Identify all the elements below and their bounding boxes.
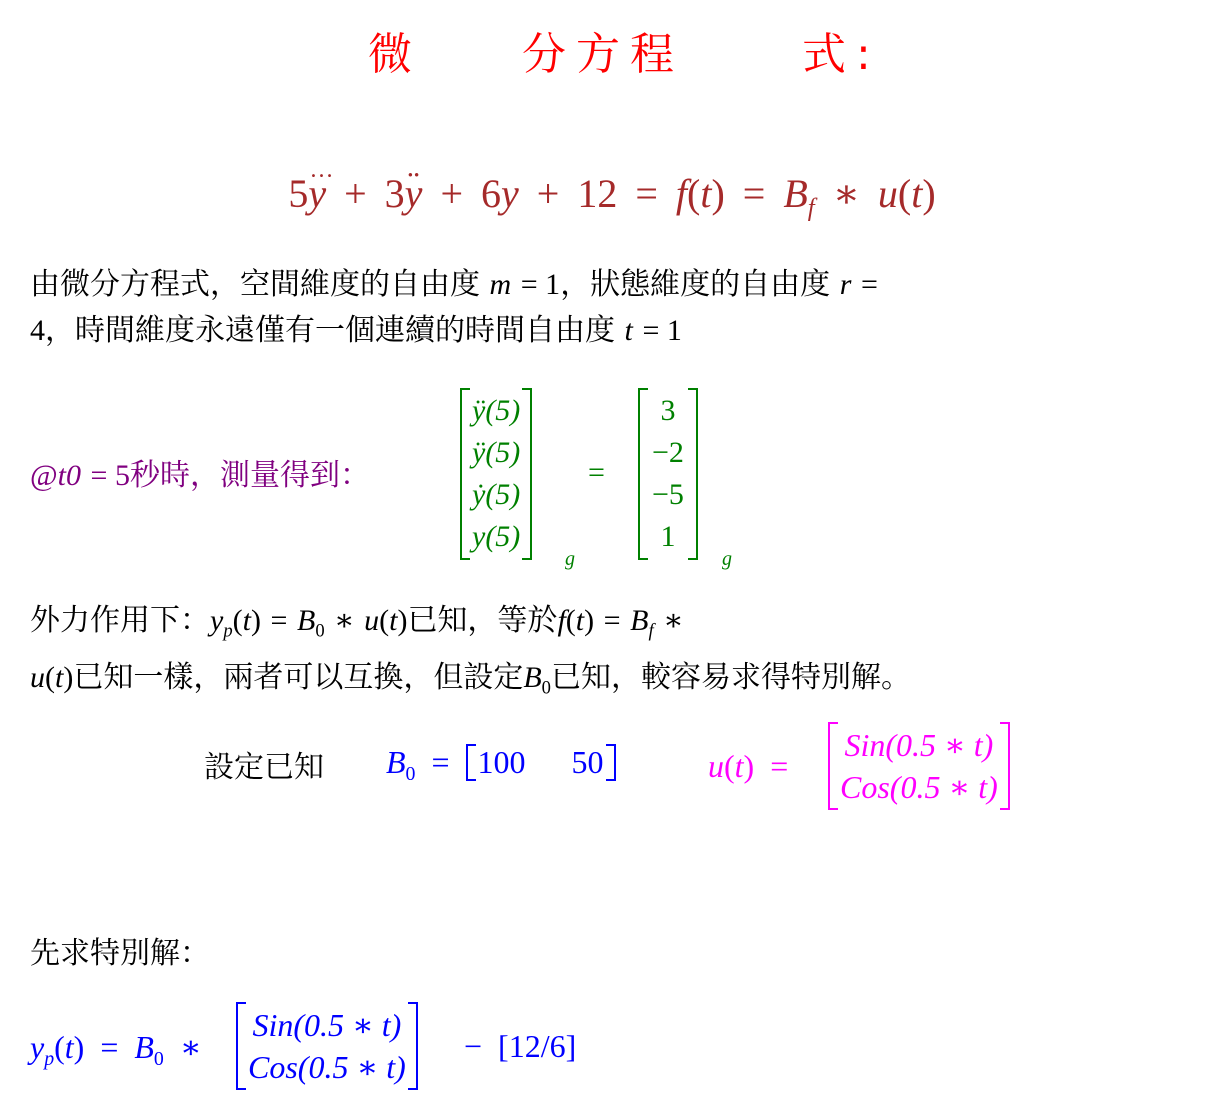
paragraph-line-2: 4，時間維度永遠僅有一個連續的時間自由度 t = 1 <box>30 313 682 348</box>
third-derivative-y: … y <box>308 170 326 217</box>
rhs-vector <box>638 388 698 560</box>
title-part-2: 分方程 <box>522 29 684 80</box>
setting-label: 設定已知 <box>204 750 324 785</box>
measurement-equals: = <box>588 456 605 489</box>
paragraph-line-1: 外力作用下：$y_p(t) = B_0$ ∗ u(t)已知，等於$f(t) = B_f$ ∗ <box>30 603 684 642</box>
degrees-of-freedom-paragraph <box>30 262 878 354</box>
lhs-cell: ẏ(5) <box>472 478 521 511</box>
paragraph-line-2: u(t)已知一樣，兩者可以互換，但設定$B_0$已知，較容易求得特別解。 <box>30 659 911 698</box>
rhs-cell: 1 <box>660 520 676 553</box>
paragraph-line-1: 由微分方程式，空間維度的自由度 m = 1，狀態維度的自由度 r = <box>30 267 878 302</box>
title-part-3: 式: <box>802 29 881 80</box>
B0-row-vector <box>466 744 616 781</box>
vector-cell: Sin(0.5 ∗ t) <box>252 1007 402 1043</box>
u-cell: Cos(0.5 ∗ t) <box>840 769 998 805</box>
particular-solution-label: 先求特別解： <box>30 936 210 971</box>
rhs-cell: −5 <box>652 478 684 511</box>
B0-cell: 100 <box>477 744 526 780</box>
particular-solution-vector <box>236 1002 418 1090</box>
rhs-cell: −2 <box>652 436 684 469</box>
particular-solution-lhs: $y_p(t) = B_0$ ∗ <box>30 1029 202 1070</box>
second-derivative-y: ¨ y <box>405 170 423 217</box>
title-part-1: 微 <box>368 29 422 80</box>
rhs-subscript: g <box>722 548 732 570</box>
B0-cell: 50 <box>571 744 604 780</box>
B0-definition: $B_0 = 100$ 50 <box>386 744 616 786</box>
measured-values-vector <box>638 388 698 560</box>
lhs-cell: ÿ(5) <box>472 394 521 427</box>
lhs-cell: ÿ(5) <box>472 436 521 469</box>
lhs-vector <box>460 388 532 560</box>
lhs-subscript: g <box>565 548 575 570</box>
external-force-paragraph <box>30 598 911 711</box>
page-title <box>0 18 1224 88</box>
rhs-cell: 3 <box>660 394 676 427</box>
measured-state-vector <box>460 388 532 560</box>
u-cell: Sin(0.5 ∗ t) <box>844 727 994 763</box>
u-definition-label: u(t) = <box>708 748 789 784</box>
lhs-cell: y(5) <box>472 520 521 553</box>
particular-solution-constant: − [12/6] <box>464 1028 577 1064</box>
main-equation: 5… y + 3¨ $y + 6y + 12 = f(t) = B_f$ ∗ u(t) <box>0 170 1224 223</box>
u-vector <box>828 722 1010 810</box>
measurement-prefix: @t0 = 5秒時，測量得到： <box>30 458 370 493</box>
vector-cell: Cos(0.5 ∗ t) <box>248 1049 406 1085</box>
